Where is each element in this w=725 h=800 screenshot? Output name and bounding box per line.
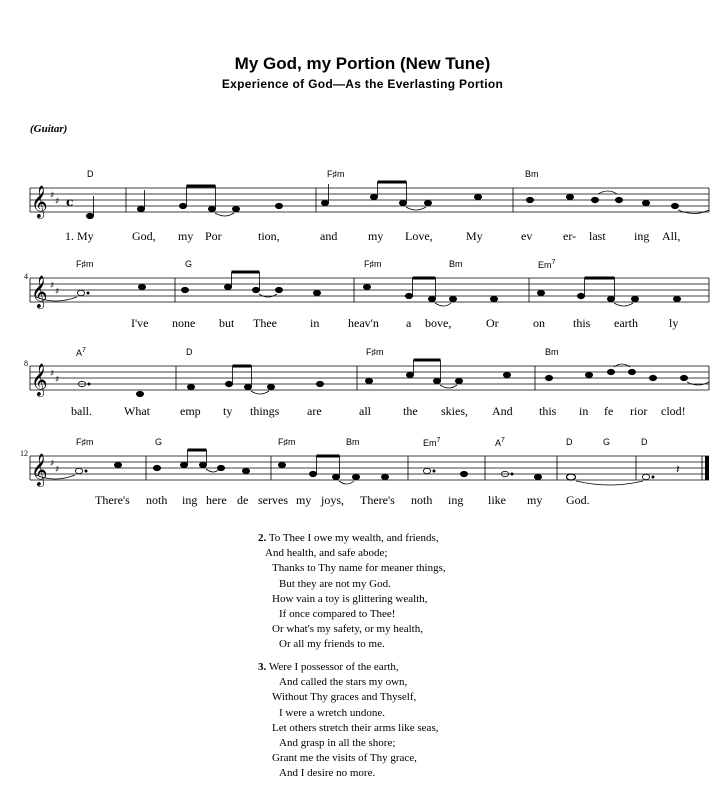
chord-symbol: F♯m [76,259,94,269]
lyric-syllable: clod! [661,404,686,418]
treble-clef-icon: 𝄞 [31,363,48,396]
lyric-syllable: none [172,316,196,330]
verse-line: Let others stretch their arms like seas, [272,721,439,734]
chord-symbol: G [185,259,193,269]
lyric-syllable: skies, [441,404,468,418]
lyric-syllable: ev [521,229,533,243]
lyric-syllable: Por [205,229,222,243]
lyric-syllable: are [307,404,322,418]
chord-symbol: F♯m [364,259,382,269]
verse-line: Or what's my safety, or my health, [272,623,423,636]
chord-symbol: G [155,437,163,447]
sharp-icon: ♯ [55,375,60,385]
measure-number: 4 [24,272,28,281]
instrument-label: (Guitar) [30,123,68,135]
lyric-syllable: er- [563,229,577,243]
chord-symbol: Bm [346,437,360,447]
lyric-syllable: noth [411,493,433,507]
chord-symbol: Em$^7$ [538,259,556,270]
lyric-syllable: God, [132,229,156,243]
chord-symbol: Em$^7$ [423,437,441,448]
chord-symbol: D [186,347,193,357]
lyric-syllable: here [206,493,227,507]
lyric-syllable: rior [630,404,648,418]
measure-number: 12 [20,449,28,458]
verse-line: I were a wretch undone. [279,706,385,719]
sharp-icon: ♯ [55,197,60,207]
lyric-syllable: this [573,316,591,330]
chord-symbol: F♯m [327,169,345,179]
verse-number: 3. [258,661,267,673]
lyric-syllable: And [492,404,513,418]
chord-symbol: $A^7$ [495,437,505,448]
verse-line: How vain a toy is glittering wealth, [272,592,428,605]
chord-symbol: F♯m [278,437,296,447]
lyric-syllable: What [124,404,150,418]
song-title: My God, my Portion (New Tune) [234,54,491,73]
verse-number: 2. [258,532,267,544]
lyric-syllable: 1. My [65,229,94,243]
lyric-syllable: fe [604,404,614,418]
lyric-syllable: in [579,404,589,418]
verse-line: Without Thy graces and Thyself, [272,691,417,704]
lyric-syllable: All, [662,229,681,243]
lyric-syllable: ing [634,229,650,243]
chord-symbol: F♯m [76,437,94,447]
lyric-syllable: tion, [258,229,280,243]
lyric-syllable: last [589,229,606,243]
treble-clef-icon: 𝄞 [31,275,48,308]
lyric-syllable: heav'n [348,316,379,330]
song-subtitle: Experience of God—As the Everlasting Portion [221,77,504,91]
lyric-syllable: joys, [321,493,345,507]
lyric-syllable: Or [486,316,499,330]
lyric-syllable: ball. [71,404,92,418]
lyric-syllable: Thee [253,316,277,330]
verse-line: 2. To Thee I owe my wealth, and friends, [258,532,439,544]
staff-lines-4 [0,448,725,498]
verse-line: And health, and safe abode; [265,547,388,560]
measure-number: 8 [24,359,28,368]
lyric-syllable: my [527,493,543,507]
lyric-syllable: but [219,316,235,330]
sharp-icon: ♯ [50,369,55,379]
sharp-icon: ♯ [50,459,55,469]
chord-symbol: G [603,437,611,447]
chord-symbol: Bm [545,347,559,357]
verse-line: And called the stars my own, [279,676,408,689]
lyric-syllable: the [403,404,418,418]
lyric-syllable: earth [614,316,638,330]
lyric-syllable: My [466,229,483,243]
lyric-syllable: There's [360,493,395,507]
sharp-icon: ♯ [55,465,60,475]
verse-line: And grasp in all the shore; [279,737,396,750]
lyric-syllable: God. [566,493,590,507]
lyric-syllable: in [310,316,320,330]
lyric-syllable: ing [448,493,464,507]
chord-symbol: Bm [449,259,463,269]
sharp-icon: ♯ [50,191,55,201]
lyric-syllable: and [320,229,338,243]
lyric-syllable: ing [182,493,198,507]
lyric-syllable: things [250,404,280,418]
common-time-icon: c [66,195,74,209]
chord-symbol: D [641,437,648,447]
sharp-icon: ♯ [50,281,55,291]
lyric-syllable: emp [180,404,201,418]
lyric-syllable: noth [146,493,168,507]
lyric-syllable: I've [131,316,149,330]
verse-line: Or all my friends to me. [279,638,385,651]
treble-clef-icon: 𝄞 [31,185,48,218]
verse-line: Thanks to Thy name for meaner things, [272,562,446,575]
lyric-syllable: Love, [405,229,433,243]
treble-clef-icon: 𝄞 [31,453,48,486]
verse-line: 3. Were I possessor of the earth, [258,661,399,673]
lyric-syllable: my [368,229,384,243]
lyric-syllable: like [488,493,506,507]
verse-line: And I desire no more. [279,767,376,780]
lyric-syllable: ly [669,316,679,330]
chord-symbol: D [566,437,573,447]
lyric-syllable: this [539,404,557,418]
chord-symbol: Bm [525,169,539,179]
chord-symbol: D [87,169,94,179]
lyric-syllable: serves [258,493,288,507]
lyric-syllable: all [359,404,371,418]
lyric-syllable: a [406,316,412,330]
lyric-syllable: on [533,316,545,330]
chord-symbol: $A^7$ [76,347,86,358]
lyric-syllable: There's [95,493,130,507]
verse-3 [258,660,438,782]
quarter-rest-icon: 𝄽 [676,462,680,476]
lyric-syllable: de [237,493,249,507]
verse-line: But they are not my God. [279,577,391,590]
lyric-syllable: bove, [425,316,452,330]
sharp-icon: ♯ [55,287,60,297]
verse-2 [258,531,446,653]
chord-symbol: F♯m [366,347,384,357]
lyric-syllable: my [178,229,194,243]
verse-line: Grant me the visits of Thy grace, [272,752,417,765]
lyric-syllable: my [296,493,312,507]
lyric-syllable: ty [223,404,233,418]
verse-line: If once compared to Thee! [279,608,396,621]
